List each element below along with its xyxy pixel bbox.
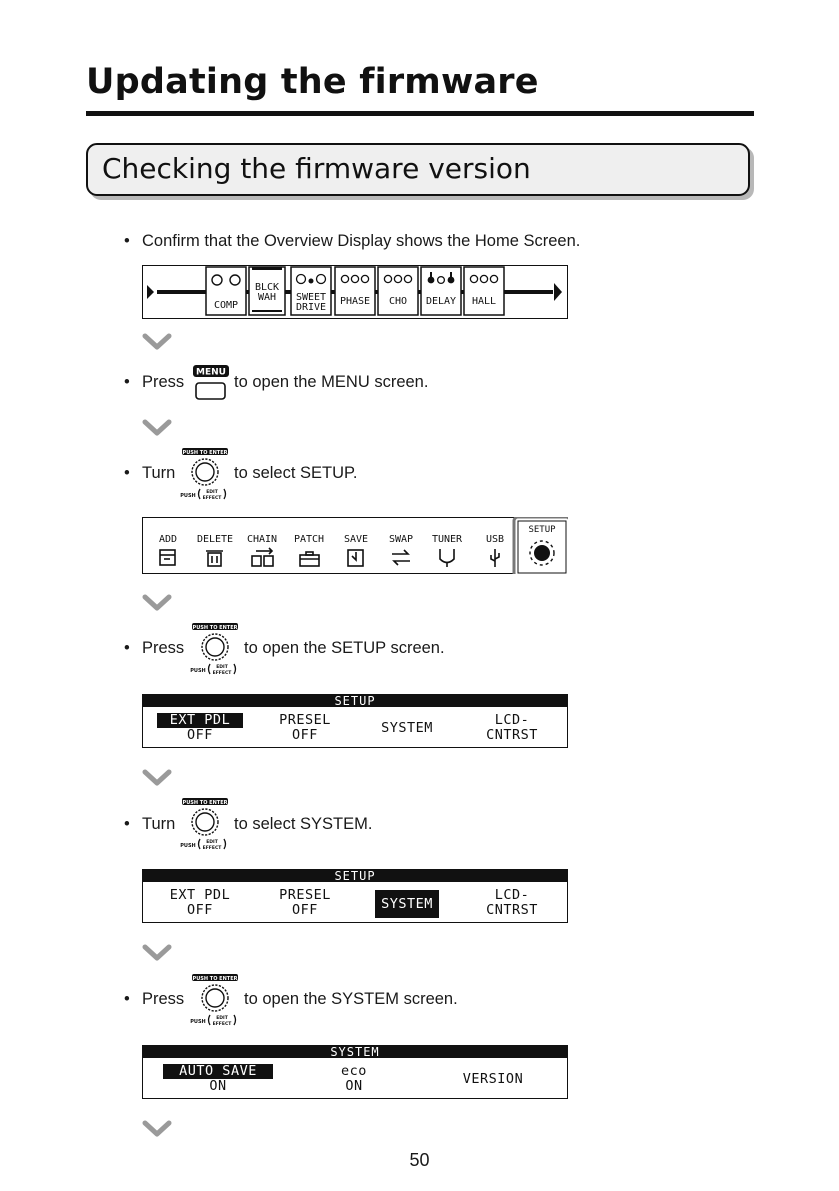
svg-text:EFFECT: EFFECT (212, 671, 232, 676)
step-1: • Confirm that the Overview Display shows the Home Screen. (124, 232, 581, 250)
push-knob[interactable] (188, 623, 244, 676)
section-title: Checking the firmware version (102, 152, 531, 185)
effect-blck-label: BLCK (254, 282, 280, 293)
step-2-rest: to open the MENU screen. (234, 373, 429, 391)
knob-icon (178, 798, 234, 852)
effect-drive-label: DRIVE (295, 302, 327, 313)
chevron-down-icon (142, 419, 172, 437)
svg-text:PUSH: PUSH (180, 843, 196, 849)
menu-item-usb: USB (485, 534, 505, 545)
step-6: • Press (124, 990, 185, 1008)
svg-text:EDIT: EDIT (206, 840, 218, 845)
home-screen-graphic (143, 266, 567, 318)
menu-button-icon (192, 364, 230, 402)
setup-presel: PRESEL OFF (279, 712, 331, 743)
setup-lcd-contrast: LCD- CNTRST (486, 887, 538, 918)
system-eco: eco ON (341, 1063, 367, 1094)
effect-hall-label: HALL (471, 296, 497, 307)
knob-icon (188, 623, 244, 677)
setup-screen-2-display (142, 869, 568, 923)
effect-sweet-label: SWEET (295, 292, 327, 303)
setup-system-selected: SYSTEM (375, 890, 439, 918)
menu-button-label: MENU (196, 367, 226, 378)
push-knob[interactable] (188, 974, 244, 1027)
menu-button[interactable] (192, 364, 230, 400)
chevron-down-icon (142, 333, 172, 351)
select-knob[interactable] (178, 448, 234, 501)
knob-icon (188, 974, 244, 1028)
system-screen-display (142, 1045, 568, 1099)
setup-system: SYSTEM (381, 720, 433, 736)
svg-text:EDIT: EDIT (216, 1016, 228, 1021)
system-screen-header: SYSTEM (143, 1046, 567, 1058)
setup-presel: PRESEL OFF (279, 887, 331, 918)
svg-text:PUSH TO ENTER: PUSH TO ENTER (192, 976, 238, 982)
title-rule (86, 111, 754, 116)
knob-effect-label: EFFECT (202, 496, 222, 501)
select-knob[interactable] (178, 798, 234, 851)
step-5-rest: to select SYSTEM. (234, 815, 373, 833)
step-4: • Press (124, 639, 185, 657)
svg-text:EFFECT: EFFECT (212, 1022, 232, 1027)
effect-wah-label: WAH (257, 292, 277, 303)
svg-text:EDIT: EDIT (216, 665, 228, 670)
chevron-down-icon (142, 594, 172, 612)
setup-screen-2-header: SETUP (143, 870, 567, 882)
page-title: Updating the firmware (86, 62, 539, 102)
bullet: • (124, 232, 130, 250)
menu-item-patch: PATCH (293, 534, 325, 545)
system-auto-save: AUTO SAVE ON (163, 1064, 273, 1094)
svg-text:PUSH: PUSH (190, 1019, 206, 1025)
step-4-rest: to open the SETUP screen. (244, 639, 445, 657)
effect-comp-label: COMP (213, 300, 239, 311)
menu-item-delete: DELETE (196, 534, 234, 545)
step-3-rest: to select SETUP. (234, 464, 358, 482)
step-5: • Turn (124, 815, 176, 833)
step-2: • Press (124, 373, 185, 391)
knob-push-label: PUSH (180, 493, 196, 499)
menu-screen-graphic (142, 517, 568, 574)
knob-top-label: PUSH TO ENTER (182, 450, 228, 456)
menu-item-chain: CHAIN (246, 534, 278, 545)
effect-phase-label: PHASE (339, 296, 371, 307)
menu-item-swap: SWAP (388, 534, 414, 545)
svg-text:PUSH TO ENTER: PUSH TO ENTER (192, 625, 238, 631)
effect-cho-label: CHO (388, 296, 408, 307)
svg-text:EFFECT: EFFECT (202, 846, 222, 851)
effect-delay-label: DELAY (425, 296, 457, 307)
system-version: VERSION (462, 1071, 524, 1087)
menu-item-tuner: TUNER (431, 534, 463, 545)
setup-screen-1-display (142, 694, 568, 748)
menu-item-add: ADD (158, 534, 178, 545)
menu-item-setup: SETUP (528, 525, 556, 535)
step-6-rest: to open the SYSTEM screen. (244, 990, 458, 1008)
knob-icon (178, 448, 234, 502)
setup-ext-pdl: EXT PDL OFF (157, 713, 243, 743)
setup-screen-1-header: SETUP (143, 695, 567, 707)
knob-edit-label: EDIT (206, 490, 218, 495)
setup-lcd-contrast: LCD- CNTRST (486, 712, 538, 743)
page-number: 50 (409, 1150, 430, 1170)
svg-text:PUSH: PUSH (190, 668, 206, 674)
menu-screen-display (142, 517, 568, 574)
chevron-down-icon (142, 1120, 172, 1138)
chevron-down-icon (142, 769, 172, 787)
setup-ext-pdl: EXT PDL OFF (169, 887, 231, 918)
menu-item-save: SAVE (343, 534, 369, 545)
home-screen-display (142, 265, 568, 319)
svg-text:PUSH TO ENTER: PUSH TO ENTER (182, 800, 228, 806)
chevron-down-icon (142, 944, 172, 962)
step-3: • Turn (124, 464, 176, 482)
